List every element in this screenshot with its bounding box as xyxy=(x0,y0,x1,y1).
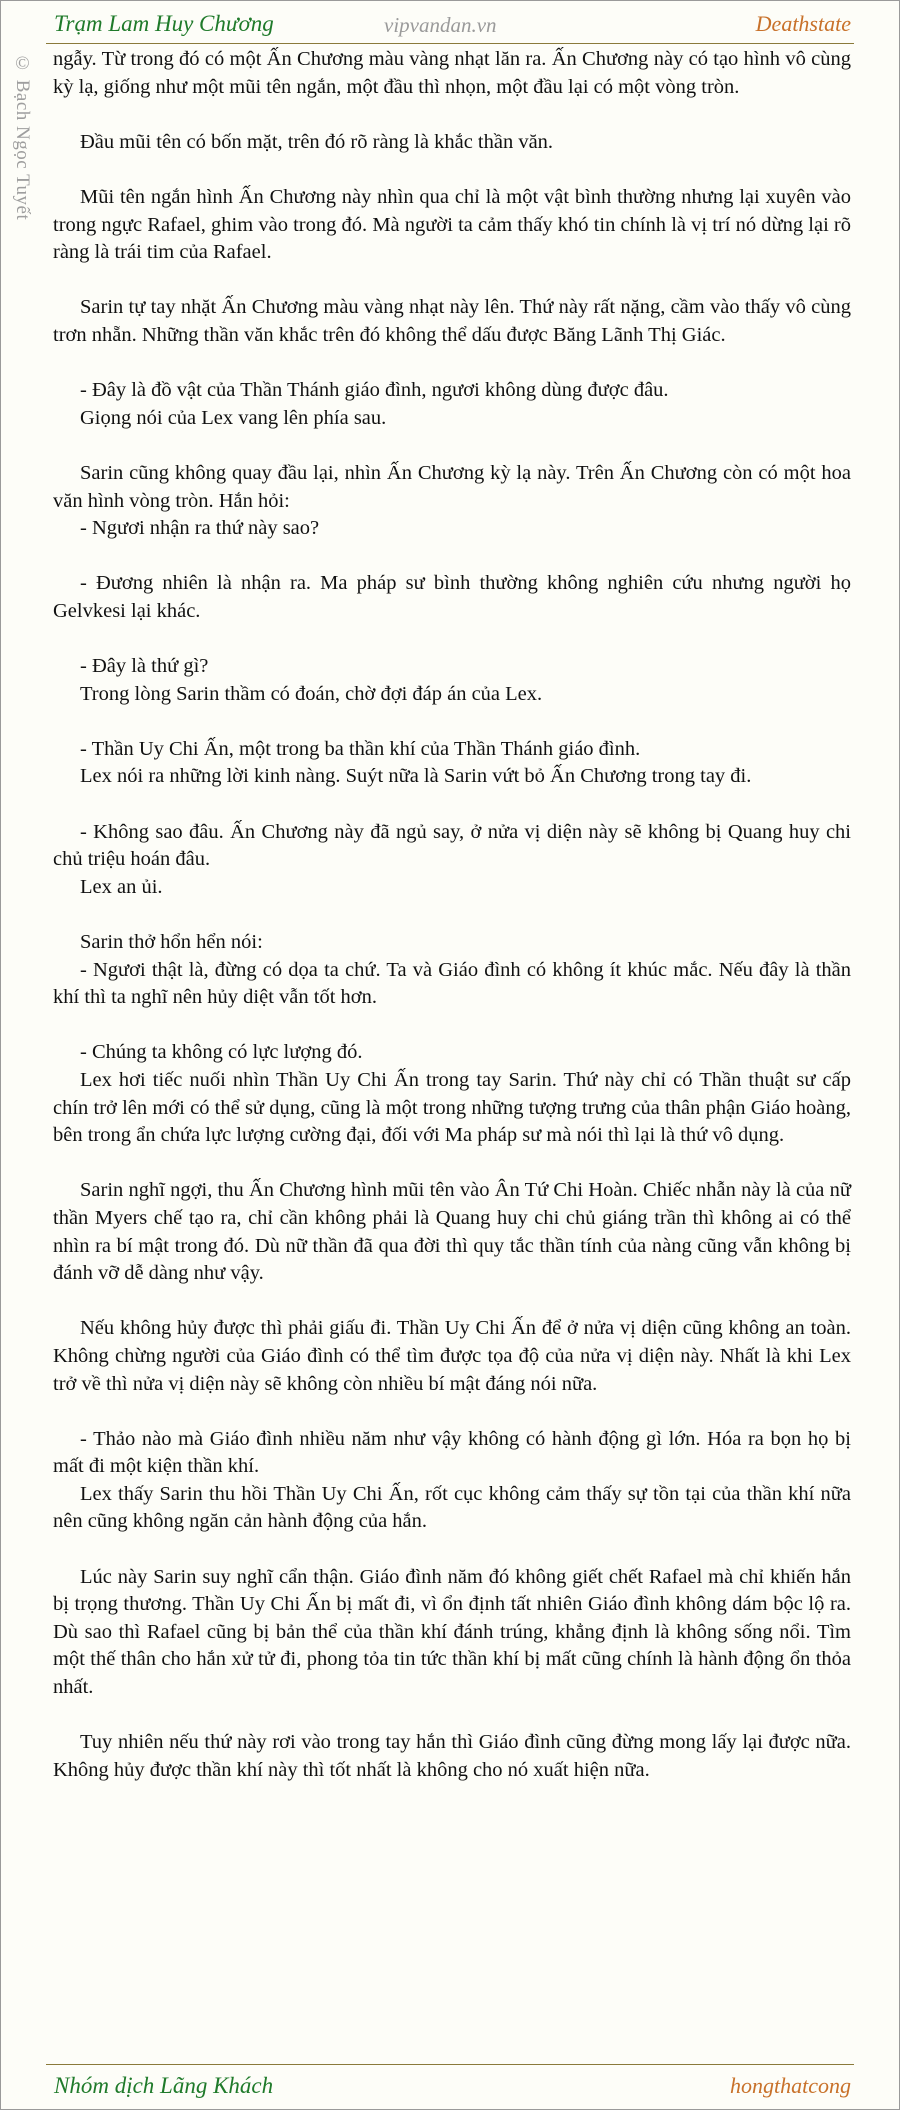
dialogue-line: - Đương nhiên là nhận ra. Ma pháp sư bình thường không nghiên cứu nhưng người họ Gelvkesi lại khác. xyxy=(53,572,851,622)
dialogue-line: - Thần Uy Chi Ấn, một trong ba thần khí của Thần Thánh giáo đình. xyxy=(80,737,641,760)
header-book-title: Trạm Lam Huy Chương xyxy=(54,11,274,36)
paragraph: Sarin thở hổn hển nói: xyxy=(80,931,263,953)
paragraph: Sarin tự tay nhặt Ấn Chương màu vàng nhạt này lên. Thứ này rất nặng, cầm vào thấy vô cùng trơn nhẵn. Những thần văn khắc trên đó không thể dấu được Băng Lãnh Thị Giác. xyxy=(53,296,851,346)
dialogue-line: - Chúng ta không có lực lượng đó. xyxy=(80,1041,363,1064)
paragraph: Lex thấy Sarin thu hồi Thần Uy Chi Ấn, rốt cục không cảm thấy sự tồn tại của thần khí nữa nên cũng không ngăn cản hành động của hắn. xyxy=(53,1482,851,1533)
dialogue-line: - Đây là thứ gì? xyxy=(80,655,209,678)
footer-editor: hongthatcong xyxy=(730,2073,851,2098)
paragraph: Lex hơi tiếc nuối nhìn Thần Uy Chi Ấn trong tay Sarin. Thứ này chỉ có Thần thuật sư cấp chín trở lên mới có thể sử dụng, cũng là một trong những tượng trưng của thân phận Giáo hoàng, bên trong ẩn chứa lực lượng cường đại, đối với Ma pháp sư mà nói thì lại là thứ vô dụng. xyxy=(53,1068,851,1147)
header-author: Deathstate xyxy=(755,11,851,36)
page-header xyxy=(54,9,851,39)
paragraph-gap xyxy=(53,901,851,929)
dialogue-line: - Thảo nào mà Giáo đình nhiều năm như vậy không có hành động gì lớn. Hóa ra bọn họ bị mất đi một kiện thần khí. xyxy=(53,1427,851,1478)
paragraph-gap xyxy=(53,1012,851,1040)
dialogue-line: - Ngươi nhận ra thứ này sao? xyxy=(80,517,320,540)
dialogue-line: - Ngươi thật là, đừng có dọa ta chứ. Ta và Giáo đình có không ít khúc mắc. Nếu đây là thần khí thì ta nghĩ nên hủy diệt vẫn tốt hơn. xyxy=(53,958,851,1009)
paragraph-gap xyxy=(53,267,851,295)
footer-translator-group: Nhóm dịch Lãng Khách xyxy=(54,2073,274,2098)
paragraph: Lex nói ra những lời kinh nàng. Suýt nữa là Sarin vứt bỏ Ấn Chương trong tay đi. xyxy=(80,765,752,788)
paragraph-gap xyxy=(53,432,851,460)
header-divider xyxy=(46,43,854,44)
paragraph-gap xyxy=(53,156,851,184)
paragraph-gap xyxy=(53,101,851,129)
header-website: vipvandan.vn xyxy=(384,13,497,37)
paragraph: Trong lòng Sarin thầm có đoán, chờ đợi đáp án của Lex. xyxy=(80,682,543,705)
paragraph-gap xyxy=(53,350,851,378)
paragraph: Sarin cũng không quay đầu lại, nhìn Ấn Chương kỳ lạ này. Trên Ấn Chương còn có một hoa văn hình vòng tròn. Hắn hỏi: xyxy=(53,461,851,512)
dialogue-line: - Không sao đâu. Ấn Chương này đã ngủ say, ở nửa vị diện này sẽ không bị Quang huy chi chủ triệu hoán đâu. xyxy=(53,820,851,871)
paragraph-gap xyxy=(53,1150,851,1178)
paragraph-gap xyxy=(53,543,851,571)
paragraph: Sarin nghĩ ngợi, thu Ấn Chương hình mũi tên vào Ân Tứ Chi Hoàn. Chiếc nhẫn này là của nữ thần Myers chế tạo ra, chỉ cần không phải là Quang huy chi chủ giáng trần thì không ai có thể nhìn ra bí mật trong đó. Dù nữ thần đã qua đời thì quy tắc thần tính của nàng cũng vẫn không bị đánh vỡ dễ dàng như vậy. xyxy=(53,1179,851,1285)
paragraph-gap xyxy=(53,791,851,819)
paragraph-gap xyxy=(53,1288,851,1316)
paragraph-gap xyxy=(53,1536,851,1564)
chapter-text xyxy=(53,46,851,1784)
paragraph-gap xyxy=(53,708,851,736)
paragraph-gap xyxy=(53,1702,851,1730)
paragraph: Lex an ủi. xyxy=(80,875,163,898)
sidebar-credit: © Bạch Ngọc Tuyết xyxy=(12,53,33,221)
paragraph: ngẫy. Từ trong đó có một Ấn Chương màu vàng nhạt lăn ra. Ấn Chương này có tạo hình vô cùng kỳ lạ, giống như một mũi tên ngắn, một đầu thì nhọn, một đầu lại có một vòng tròn. xyxy=(53,48,851,98)
paragraph: Tuy nhiên nếu thứ này rơi vào trong tay hắn thì Giáo đình cũng đừng mong lấy lại được nữa. Không hủy được thần khí này thì tốt nhất là không cho nó xuất hiện nữa. xyxy=(53,1731,851,1781)
paragraph-gap xyxy=(53,1398,851,1426)
paragraph: Lúc này Sarin suy nghĩ cẩn thận. Giáo đình năm đó không giết chết Rafael mà chỉ khiến hắn bị trọng thương. Thần Uy Chi Ấn bị mất đi, vì ổn định tất nhiên Giáo đình không dám bộc lộ ra. Dù sao thì Rafael cũng bị bản thể của thần khí đánh trúng, khẳng định là không sống nổi. Tìm một thế thân cho hắn xử tử đi, phong tỏa tin tức thần khí bị mất cũng chính là hành động ổn thỏa nhất. xyxy=(53,1565,851,1699)
paragraph: Mũi tên ngắn hình Ấn Chương này nhìn qua chỉ là một vật bình thường nhưng lại xuyên vào trong ngực Rafael, ghim vào trong đó. Mà người ta cảm thấy khó tin chính là vị trí nó dừng lại rõ ràng là trái tim của Rafael. xyxy=(53,185,851,264)
paragraph: Đầu mũi tên có bốn mặt, trên đó rõ ràng là khắc thần văn. xyxy=(80,130,554,153)
paragraph: Nếu không hủy được thì phải giấu đi. Thần Uy Chi Ấn để ở nửa vị diện cũng không an toàn. Không chừng người của Giáo đình có thể tìm được tọa độ của nửa vị diện này. Nhất là khi Lex trở về thì nửa vị diện này sẽ không còn nhiều bí mật đáng nói nữa. xyxy=(53,1317,851,1395)
footer-divider xyxy=(46,2064,854,2065)
paragraph: Giọng nói của Lex vang lên phía sau. xyxy=(80,406,387,429)
page-footer xyxy=(54,2071,851,2101)
dialogue-line: - Đây là đồ vật của Thần Thánh giáo đình, ngươi không dùng được đâu. xyxy=(80,379,669,402)
paragraph-gap xyxy=(53,625,851,653)
